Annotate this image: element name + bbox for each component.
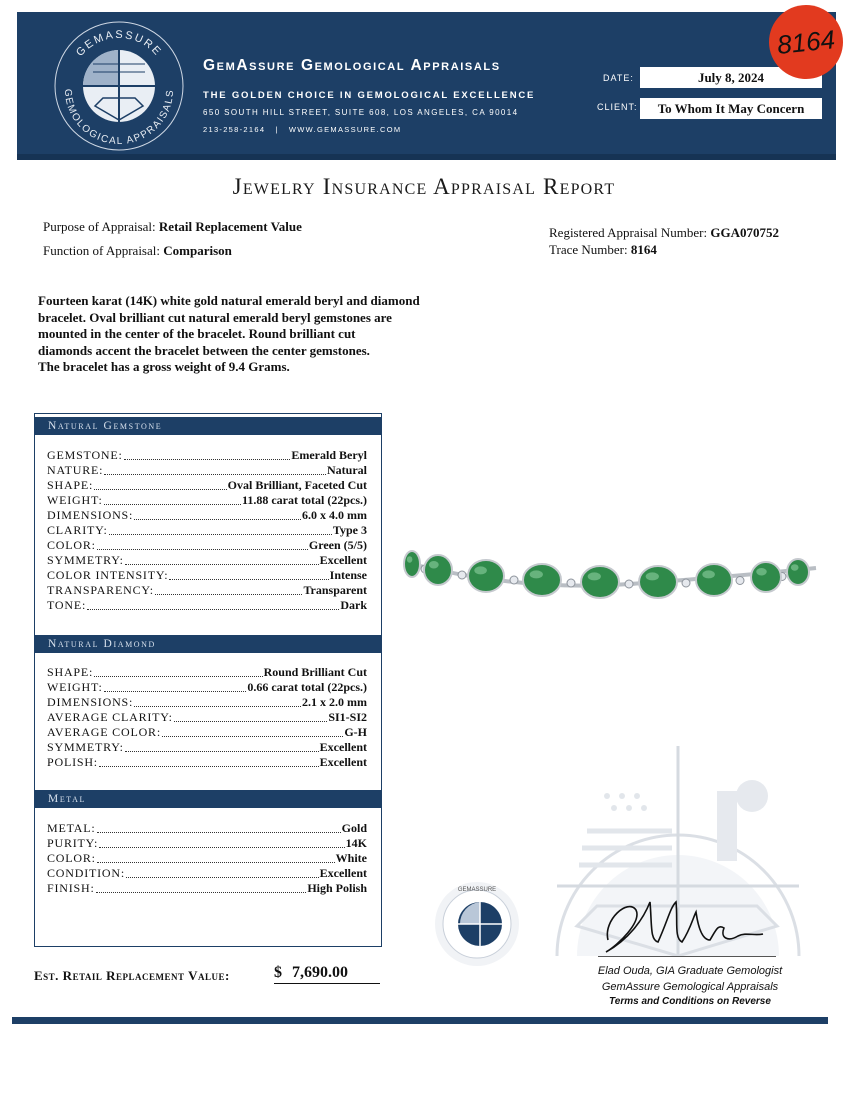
trace-number-stamp: 8164 <box>765 1 846 82</box>
dot-leader <box>124 459 291 460</box>
emerald-gem <box>639 566 677 598</box>
company-contact <box>203 125 401 134</box>
diamond-spec-row <box>47 725 367 740</box>
emerald-gem <box>468 560 504 592</box>
client-value: To Whom It May Concern <box>640 98 822 119</box>
function-label: Function of Appraisal: <box>43 243 160 258</box>
metal-spec-row <box>47 836 367 851</box>
gemstone-spec-label: NATURE: <box>47 463 104 477</box>
metal-spec-value: 14K <box>345 836 367 850</box>
diamond-spec-value: G-H <box>344 725 367 739</box>
small-seal-text: GEMASSURE <box>457 887 497 893</box>
metal-spec-value: High Polish <box>307 881 367 895</box>
gemstone-spec-value: Green (5/5) <box>308 538 367 552</box>
dot-leader <box>97 549 308 550</box>
appraiser-name: Elad Ouda, GIA Graduate Gemologist <box>597 965 783 977</box>
diamond-spec-row <box>47 680 367 695</box>
metal-spec-row <box>47 881 367 896</box>
estimated-value <box>274 964 380 984</box>
logo-bottom-text: GEMOLOGICAL APPRAISALS <box>61 88 177 148</box>
diamond-spec-label: WEIGHT: <box>47 680 103 694</box>
purpose-label: Purpose of Appraisal: <box>43 219 156 234</box>
gemstone-spec-label: TONE: <box>47 598 87 612</box>
metal-spec-row <box>47 851 367 866</box>
currency-symbol: $ <box>274 964 282 981</box>
dot-leader <box>109 534 332 535</box>
emerald-gem <box>424 555 452 585</box>
gem-highlight <box>646 572 659 580</box>
appraiser-signature <box>598 890 768 960</box>
gemstone-spec-row <box>47 598 367 613</box>
emerald-gem <box>523 564 561 596</box>
company-website[interactable]: WWW.GEMASSURE.COM <box>288 125 402 134</box>
dot-leader <box>87 609 339 610</box>
gemstone-spec-row <box>47 523 367 538</box>
dot-leader <box>94 676 262 677</box>
company-phone: 213-258-2164 <box>203 125 266 134</box>
client-label: CLIENT: <box>597 102 638 112</box>
metal-spec-label: METAL: <box>47 821 96 835</box>
gemstone-spec-label: TRANSPARENCY: <box>47 583 154 597</box>
metal-spec-value: White <box>335 851 367 865</box>
diamond-spec-label: POLISH: <box>47 755 98 769</box>
registered-value: GGA070752 <box>710 225 780 240</box>
banner-stripe <box>17 154 836 160</box>
dot-leader <box>94 489 227 490</box>
gemstone-spec-value: Natural <box>327 463 367 477</box>
terms-note: Terms and Conditions on Reverse <box>609 996 771 1007</box>
diamond-section-heading: Natural Diamond <box>35 635 381 653</box>
emerald-gem <box>581 566 619 598</box>
metal-spec-label: FINISH: <box>47 881 95 895</box>
emerald-gem <box>751 562 781 592</box>
gem-highlight <box>756 568 767 576</box>
emerald-gem <box>787 559 809 585</box>
description-line: bracelet. Oval brilliant cut natural emerald beryl gemstones are <box>38 309 392 325</box>
purpose-line <box>43 219 302 235</box>
diamond-spec-value: SI1-SI2 <box>328 710 367 724</box>
gemstone-spec-label: WEIGHT: <box>47 493 103 507</box>
gemstone-spec-label: DIMENSIONS: <box>47 508 134 522</box>
diamond-spec-value: Round Brilliant Cut <box>263 665 367 679</box>
metal-spec-value: Excellent <box>319 866 367 880</box>
registered-label: Registered Appraisal Number: <box>549 225 708 240</box>
company-logo-seal <box>53 20 185 152</box>
gemstone-spec-row <box>47 583 367 598</box>
diamond-spec-row <box>47 755 367 770</box>
description-line: Fourteen karat (14K) white gold natural emerald beryl and diamond <box>38 293 420 308</box>
metal-spec-label: CONDITION: <box>47 866 125 880</box>
function-value: Comparison <box>163 243 232 258</box>
dot-leader <box>125 564 319 565</box>
gemstone-spec-row <box>47 463 367 478</box>
emerald-gem <box>696 564 732 596</box>
diamond-spec-row <box>47 665 367 680</box>
gemstone-spec-label: GEMSTONE: <box>47 448 123 462</box>
diamond-spec-label: SYMMETRY: <box>47 740 124 754</box>
gemstone-spec-label: CLARITY: <box>47 523 108 537</box>
date-value: July 8, 2024 <box>640 67 822 88</box>
accent-diamond <box>682 579 690 587</box>
diamond-spec-value: Excellent <box>319 740 367 754</box>
dot-leader <box>96 892 307 893</box>
diamond-spec-row <box>47 695 367 710</box>
date-label: DATE: <box>603 73 634 83</box>
gem-highlight <box>702 570 715 578</box>
function-line <box>43 243 232 259</box>
dot-leader <box>126 877 319 878</box>
estimated-value-label: Est. Retail Replacement Value: <box>34 968 230 983</box>
metal-spec-row <box>47 866 367 881</box>
dot-leader <box>99 766 319 767</box>
dot-leader <box>134 519 301 520</box>
gemstone-spec-row <box>47 568 367 583</box>
description-line: The bracelet has a gross weight of 9.4 Grams. <box>38 359 290 374</box>
bracelet-photo <box>400 540 820 610</box>
gemstone-spec-label: COLOR: <box>47 538 96 552</box>
company-address: 650 SOUTH HILL STREET, SUITE 608, LOS ANGELES, CA 90014 <box>203 108 519 117</box>
dot-leader <box>97 862 335 863</box>
description-line: mounted in the center of the bracelet. Round brilliant cut <box>38 326 356 341</box>
gem-highlight <box>407 556 413 563</box>
metal-spec-label: PURITY: <box>47 836 99 850</box>
description-line: diamonds accent the bracelet between the center gemstones. <box>38 342 370 358</box>
diamond-spec-value: Excellent <box>319 755 367 769</box>
gemstone-spec-value: Excellent <box>319 553 367 567</box>
accent-diamond <box>510 576 518 584</box>
report-title: Jewelry Insurance Appraisal Report <box>232 174 616 199</box>
diamond-spec-row <box>47 740 367 755</box>
gemstone-spec-row <box>47 493 367 508</box>
contact-separator: | <box>275 125 279 134</box>
gemstone-spec-value: 11.88 carat total (22pcs.) <box>242 493 367 507</box>
dot-leader <box>134 706 301 707</box>
accent-diamond <box>567 579 575 587</box>
logo-top-text: GEMASSURE <box>74 28 165 59</box>
gemstone-spec-value: Intense <box>329 568 367 582</box>
accent-diamond <box>458 571 466 579</box>
gem-highlight <box>474 566 487 574</box>
gemstone-spec-label: SHAPE: <box>47 478 94 492</box>
purpose-value: Retail Replacement Value <box>158 219 302 234</box>
diamond-spec-label: AVERAGE CLARITY: <box>47 710 173 724</box>
gemstone-spec-value: 6.0 x 4.0 mm <box>302 508 367 522</box>
gem-highlight <box>791 564 799 571</box>
gemstone-spec-row <box>47 478 367 493</box>
metal-section-heading: Metal <box>35 790 381 808</box>
dot-leader <box>99 847 344 848</box>
dot-leader <box>155 594 303 595</box>
company-seal-stamp <box>402 876 552 971</box>
letterhead-banner <box>17 12 836 160</box>
trace-value: 8164 <box>630 242 657 257</box>
trace-line <box>549 242 657 258</box>
accent-diamond <box>736 577 744 585</box>
dot-leader <box>104 691 247 692</box>
registered-line <box>549 225 779 241</box>
dot-leader <box>162 736 343 737</box>
diamond-spec-row <box>47 710 367 725</box>
gemstone-spec-label: SYMMETRY: <box>47 553 124 567</box>
appraiser-company: GemAssure Gemological Appraisals <box>601 981 779 993</box>
gemstone-spec-value: Emerald Beryl <box>291 448 367 462</box>
gemstone-spec-value: Type 3 <box>332 523 367 537</box>
diamond-spec-label: SHAPE: <box>47 665 94 679</box>
dot-leader <box>169 579 328 580</box>
accent-diamond <box>625 580 633 588</box>
trace-label: Trace Number: <box>549 242 628 257</box>
gemstone-spec-row <box>47 538 367 553</box>
gemstone-spec-label: COLOR INTENSITY: <box>47 568 169 582</box>
gemstone-section-heading: Natural Gemstone <box>35 417 381 435</box>
diamond-spec-label: AVERAGE COLOR: <box>47 725 161 739</box>
gem-highlight <box>588 572 601 580</box>
dot-leader <box>125 751 319 752</box>
gemstone-spec-value: Oval Brilliant, Faceted Cut <box>227 478 367 492</box>
gemstone-spec-value: Dark <box>340 598 367 612</box>
gem-highlight <box>429 561 439 569</box>
gemstone-spec-row <box>47 448 367 463</box>
gem-highlight <box>530 570 543 578</box>
diamond-spec-value: 2.1 x 2.0 mm <box>302 695 367 709</box>
item-description <box>38 293 488 376</box>
metal-spec-row <box>47 821 367 836</box>
metal-spec-value: Gold <box>341 821 367 835</box>
signature-line <box>598 956 776 957</box>
gemstone-spec-row <box>47 553 367 568</box>
emerald-gem <box>404 551 420 577</box>
gemstone-spec-row <box>47 508 367 523</box>
diamond-spec-value: 0.66 carat total (22pcs.) <box>247 680 367 694</box>
dot-leader <box>174 721 328 722</box>
gemstone-spec-value: Transparent <box>303 583 367 597</box>
company-name: GemAssure Gemological Appraisals <box>203 57 501 74</box>
dot-leader <box>104 474 326 475</box>
dot-leader <box>97 832 341 833</box>
diamond-spec-label: DIMENSIONS: <box>47 695 134 709</box>
dot-leader <box>104 504 241 505</box>
estimated-value-amount: 7,690.00 <box>292 964 348 981</box>
specifications-panel <box>34 413 382 947</box>
metal-spec-label: COLOR: <box>47 851 96 865</box>
company-tagline: THE GOLDEN CHOICE IN GEMOLOGICAL EXCELLENCE <box>203 90 536 101</box>
footer-bar <box>12 1017 828 1024</box>
